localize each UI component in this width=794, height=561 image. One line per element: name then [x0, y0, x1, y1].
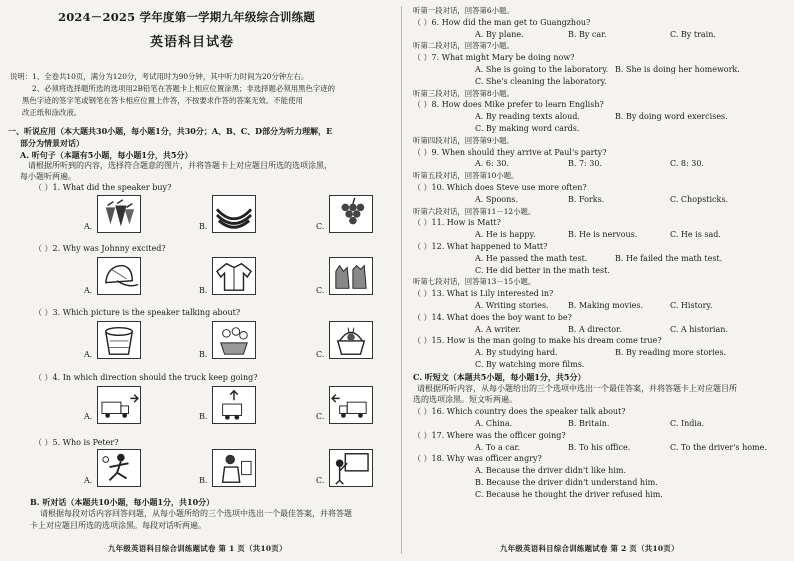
strawberries-icon [98, 196, 140, 232]
option-c-label: C. [316, 286, 325, 295]
option-5c-picture[interactable] [329, 449, 373, 487]
grapes-icon [330, 196, 372, 232]
answer-option: A. Because the driver didn't like him. [475, 466, 627, 476]
answer-option: C. He is sad. [670, 230, 721, 240]
option-c-label: C. [316, 476, 325, 485]
gloves-icon [330, 258, 372, 294]
question-1: （ ）1. What did the speaker buy? [34, 183, 172, 192]
section-line: 听第三段对话，回答第8小题。 [413, 88, 514, 98]
option-c-label: C. [316, 350, 325, 359]
option-3a-picture[interactable] [97, 321, 141, 359]
option-2b-picture[interactable] [212, 257, 256, 295]
option-a-label: A. [84, 286, 93, 295]
question-line: （ ）11. How is Matt? [413, 218, 501, 228]
option-4c-picture[interactable] [329, 386, 373, 424]
option-5b-picture[interactable] [212, 449, 256, 487]
option-1c-picture[interactable] [329, 195, 373, 233]
option-2c-picture[interactable] [329, 257, 373, 295]
section1-heading: 一、听说应用（本大题共30小题，每小题1分，共30分；A、B、C、D部分为听力理解，E [8, 126, 333, 136]
answer-option: C. By making word cards. [475, 124, 580, 133]
question-line: （ ）8. How does Mike prefer to learn English? [413, 100, 604, 110]
truck-right-icon [98, 387, 140, 423]
answer-option: A. By reading texts aloud. [475, 112, 580, 122]
answer-option: B. Forks. [568, 194, 605, 204]
answer-option: A. By studying hard. [475, 348, 558, 358]
partA-desc-1: 请根据所听到的内容，选择符合题意的图片，并将答题卡上对应题目所选的选项涂黑， [28, 161, 332, 170]
partB-desc-1: 请根据每段对话内容回答问题，从每小题所给的三个选项中选出一个最佳答案，并将答题 [40, 509, 352, 518]
question-5: （ ）5. Who is Peter? [34, 438, 119, 447]
answer-option: C. By train. [670, 29, 716, 39]
option-b-label: B. [199, 476, 208, 485]
answer-option: A. 6: 30. [475, 159, 509, 169]
bananas-icon [213, 196, 255, 232]
option-b-label: B. [199, 286, 208, 295]
section-line: 听第一段对话，回答第6小题。 [413, 6, 514, 15]
option-b-label: B. [199, 222, 208, 231]
question-line: （ ）7. What might Mary be doing now? [413, 53, 575, 63]
partB-heading: B. 听对话（本题共10小题，每小题1分，共10分） [30, 497, 215, 507]
option-1a-picture[interactable] [97, 195, 141, 233]
answer-option: B. By car. [568, 29, 607, 39]
partB-desc-2: 卡上对应题目所选的选项涂黑。每段对话听两遍。 [30, 521, 206, 530]
option-c-label: C. [316, 222, 325, 231]
answer-option: C. India. [670, 419, 705, 428]
exam-subtitle: 英语科目试卷 [150, 35, 235, 50]
football-player-icon [98, 450, 140, 486]
answer-option: B. A director. [568, 324, 622, 334]
question-line: （ ）10. Which does Steve use more often? [413, 183, 587, 192]
answer-option: C. To the driver's home. [670, 442, 767, 452]
option-a-label: A. [84, 222, 93, 231]
option-4b-picture[interactable] [212, 386, 256, 424]
question-2: （ ）2. Why was Johnny excited? [34, 244, 166, 253]
answer-option: A. By plane. [475, 29, 524, 39]
question-line: （ ）6. How did the man get to Guangzhou? [413, 17, 591, 27]
instruction-2: 2、必须将选择题所选的选项用2B铅笔在答题卡上相应位置涂黑；非选择题必须用黑色字迹的 [32, 84, 336, 93]
instruction-4: 改正纸和涂改液。 [22, 108, 82, 117]
option-5a-picture[interactable] [97, 449, 141, 487]
option-c-label: C. [316, 412, 325, 421]
partA-desc-2: 每小题听两遍。 [20, 172, 76, 181]
option-a-label: A. [84, 412, 93, 421]
page-footer-left: 九年级英语科目综合训练题试卷 第 1 页（共10页） [108, 544, 287, 553]
answer-option: B. By doing word exercises. [615, 112, 728, 122]
jacket-icon [213, 258, 255, 294]
instruction-3: 黑色字迹的签字笔或钢笔在答卡相应位置上作答，不按要求作答的答案无效。不能使用 [22, 96, 303, 105]
section-line: 听第五段对话，回答第10小题。 [413, 171, 519, 181]
question-line: （ ）9. When should they arrive at Paul's party? [413, 147, 607, 157]
question-line: （ ）18. Why was officer angry? [413, 454, 542, 464]
answer-option: C. 8: 30. [670, 159, 704, 169]
answer-option: B. By reading more stories. [615, 348, 727, 358]
option-4a-picture[interactable] [97, 386, 141, 424]
answer-option: A. Writing stories. [475, 301, 549, 310]
answer-option: A. He is happy. [475, 230, 536, 240]
option-3b-picture[interactable] [212, 321, 256, 359]
section-line: 选的选项涂黑。短文听两遍。 [413, 395, 517, 405]
answer-option: A. To a car. [475, 442, 520, 452]
section-line: 听第二段对话，回答第7小题。 [413, 41, 514, 51]
section-line: C. 听短文（本题共5小题，每小题1分，共5分） [413, 371, 586, 382]
answer-option: B. Because the driver didn't understand him. [475, 478, 658, 487]
exam-title: 2024－2025 学年度第一学期九年级综合训练题 [58, 10, 316, 24]
question-3: （ ）3. Which picture is the speaker talking about? [34, 308, 241, 317]
answer-option: B. Britain. [568, 419, 610, 428]
option-b-label: B. [199, 412, 208, 421]
answer-option: A. Spoons. [475, 194, 518, 204]
truck-left-icon [330, 387, 372, 423]
answer-option: C. He did better in the math test. [475, 265, 610, 275]
question-line: （ ）16. Which country does the speaker talk about? [413, 407, 626, 417]
instruction-1: 说明：1、全卷共10页，满分为120分，考试用时为90分钟，其中听力时间为20分钟左右。 [10, 72, 309, 81]
answer-option: C. A historian. [670, 324, 728, 334]
option-a-label: A. [84, 476, 93, 485]
answer-option: B. He failed the math test. [615, 253, 723, 263]
answer-option: A. A writer. [475, 324, 521, 334]
answer-option: B. To his office. [568, 442, 631, 452]
answer-option: C. Because he thought the driver refused him. [475, 489, 663, 499]
option-1b-picture[interactable] [212, 195, 256, 233]
section1-heading-2: 部分为情景对话） [20, 138, 84, 148]
partA-heading: A. 听句子（本题有5小题，每小题1分，共5分） [20, 150, 193, 160]
answer-option: C. History. [670, 301, 713, 310]
rabbit-basket-icon [330, 322, 372, 358]
right-page [405, 0, 794, 561]
section-line: 听第六段对话，回答第11－12小题。 [413, 206, 536, 216]
answer-option: C. She's cleaning the laboratory. [475, 76, 607, 86]
flowers-basket-icon [213, 322, 255, 358]
section-line: 听第四段对话，回答第9小题。 [413, 135, 514, 145]
option-b-label: B. [199, 350, 208, 359]
painter-icon [213, 450, 255, 486]
section-line: 听第七段对话，回答第13－15小题。 [413, 277, 536, 287]
answer-option: C. Chopsticks. [670, 194, 728, 204]
answer-option: C. By watching more films. [475, 360, 585, 369]
section-line: 请根据所听内容，从每小题给出的三个选项中选出一个最佳答案，并将答题卡上对应题目所 [417, 383, 737, 393]
teacher-icon [330, 450, 372, 486]
truck-up-icon [213, 387, 255, 423]
cap-icon [98, 258, 140, 294]
answer-option: A. She is going to the laboratory. [475, 65, 609, 74]
question-line: （ ）14. What does the boy want to be? [413, 312, 572, 322]
answer-option: B. He is nervous. [568, 230, 638, 240]
page-divider [401, 6, 402, 554]
answer-option: B. She is doing her homework. [615, 65, 740, 74]
answer-option: A. China. [475, 419, 513, 428]
answer-option: B. Making movies. [568, 301, 644, 310]
question-line: （ ）12. What happened to Matt? [413, 242, 548, 251]
question-4: （ ）4. In which direction should the truck keep going? [34, 373, 258, 382]
page-footer-right: 九年级英语科目综合训练题试卷 第 2 页（共10页） [500, 544, 679, 553]
question-line: （ ）17. Where was the officer going? [413, 430, 566, 440]
option-3c-picture[interactable] [329, 321, 373, 359]
question-line: （ ）15. How is the man going to make his dream come true? [413, 336, 662, 346]
option-a-label: A. [84, 350, 93, 359]
answer-option: B. 7: 30. [568, 159, 603, 169]
answer-option: A. He passed the math test. [475, 253, 588, 263]
option-2a-picture[interactable] [97, 257, 141, 295]
bucket-icon [98, 322, 140, 358]
question-line: （ ）13. What is Lily interested in? [413, 289, 554, 299]
